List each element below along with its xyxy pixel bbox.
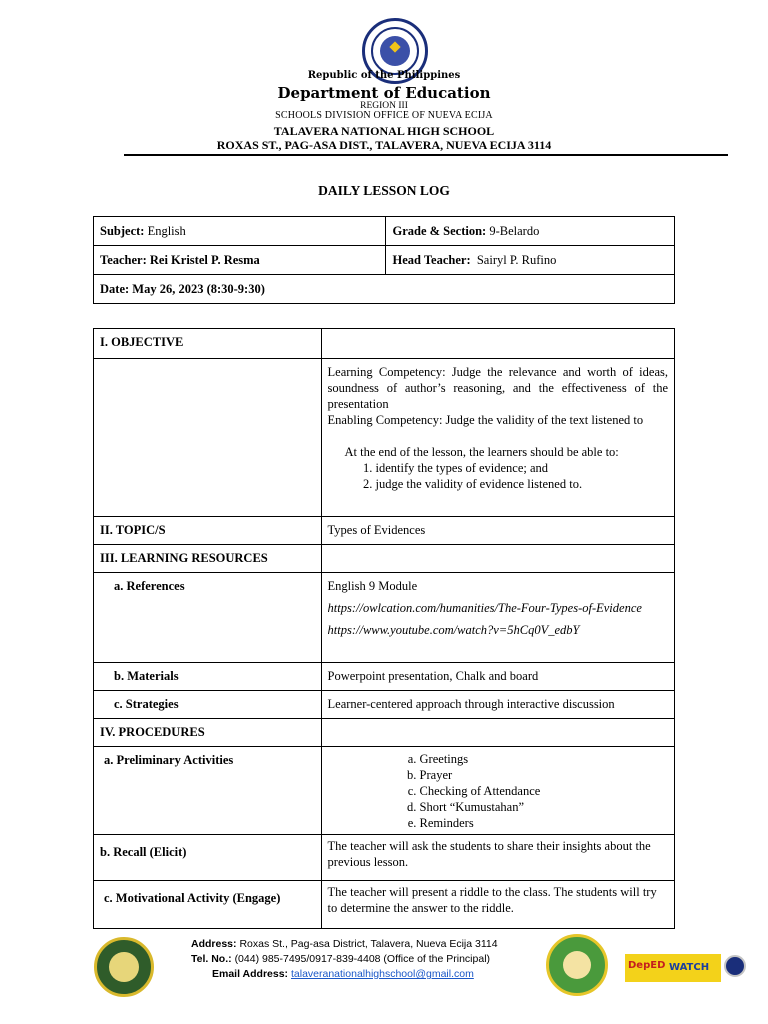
- header-school: TALAVERA NATIONAL HIGH SCHOOL: [273, 124, 495, 138]
- preliminary-label: a. Preliminary Activities: [94, 747, 322, 835]
- list-item: c. Checking of Attendance: [420, 783, 668, 799]
- procedures-label: IV. PROCEDURES: [94, 719, 322, 747]
- footer-address: Address: Roxas St., Pag-asa District, Talavera, Nueva Ecija 3114: [191, 938, 498, 950]
- references-label: a. References: [94, 573, 322, 663]
- materials-value: Powerpoint presentation, Chalk and board: [321, 663, 674, 691]
- resources-label: III. LEARNING RESOURCES: [94, 545, 322, 573]
- reference-link[interactable]: https://owlcation.com/humanities/The-Four-Types-of-Evidence: [327, 601, 642, 615]
- objectives-list: [328, 460, 668, 492]
- footer-email: Email Address: talaveranationalhighschool@gmail.com: [212, 968, 474, 980]
- references-content: [321, 573, 674, 663]
- strategies-value: Learner-centered approach through interactive discussion: [321, 691, 674, 719]
- reference-link[interactable]: https://www.youtube.com/watch?v=5hCq0V_edbY: [327, 623, 580, 637]
- page-title: DAILY LESSON LOG: [318, 183, 450, 198]
- strategies-label: c. Strategies: [94, 691, 322, 719]
- header-address: ROXAS ST., PAG-ASA DIST., TALAVERA, NUEVA ECIJA 3114: [216, 138, 552, 152]
- recall-label: b. Recall (Elicit): [94, 835, 322, 881]
- list-item: e. Reminders: [420, 815, 668, 831]
- child-friendly-school-logo: [546, 934, 608, 996]
- info-table: [93, 216, 675, 304]
- lesson-plan-table: [93, 328, 675, 929]
- division-seal-logo: [724, 955, 746, 977]
- motivation-value: The teacher will present a riddle to the class. The students will try to determine the answer to the riddle.: [321, 881, 674, 929]
- reference-module: English 9 Module: [327, 579, 418, 593]
- grade-section-cell: Grade & Section: 9-Belardo: [386, 217, 675, 246]
- teacher-cell: Teacher: Rei Kristel P. Resma: [94, 246, 386, 275]
- enabling-competency: Enabling Competency: Judge the validity of the text listened to: [327, 413, 644, 427]
- head-teacher-cell: Head Teacher: Sairyl P. Rufino: [386, 246, 675, 275]
- preliminary-content: [321, 747, 674, 835]
- topic-label: II. TOPIC/S: [94, 517, 322, 545]
- motivation-label: c. Motivational Activity (Engage): [94, 881, 322, 929]
- list-item: 2. judge the validity of evidence listened to.: [376, 476, 668, 492]
- materials-label: b. Materials: [94, 663, 322, 691]
- preliminary-list: [328, 751, 668, 831]
- objective-intro: At the end of the lesson, the learners should be able to:: [344, 445, 619, 459]
- learning-competency: Learning Competency: Judge the relevance and worth of ideas, soundness of author’s reasoning, and the effectiveness of the presentation: [327, 365, 668, 411]
- list-item: a. Greetings: [420, 751, 668, 767]
- school-seal-logo: [94, 937, 154, 997]
- email-link[interactable]: talaveranationalhighschool@gmail.com: [290, 968, 474, 980]
- objective-content: [321, 359, 674, 517]
- topic-value: Types of Evidences: [321, 517, 674, 545]
- header-division: SCHOOLS DIVISION OFFICE OF NUEVA ECIJA: [275, 110, 493, 121]
- list-item: d. Short “Kumustahan”: [420, 799, 668, 815]
- deped-watch-logo: DepED WATCH: [625, 954, 721, 982]
- header-rule: [124, 154, 728, 156]
- list-item: b. Prayer: [420, 767, 668, 783]
- footer-tel: Tel. No.: (044) 985-7495/0917-839-4408 (Office of the Principal): [191, 953, 491, 965]
- date-cell: Date: May 26, 2023 (8:30-9:30): [94, 275, 675, 304]
- recall-value: The teacher will ask the students to share their insights about the previous lesson.: [321, 835, 674, 881]
- list-item: 1. identify the types of evidence; and: [376, 460, 668, 476]
- objective-label: I. OBJECTIVE: [94, 329, 322, 359]
- header-department: Department of Education: [277, 84, 491, 102]
- header-region: REGION III: [360, 101, 408, 111]
- subject-cell: Subject: English: [94, 217, 386, 246]
- header-republic: Republic of the Philippines: [307, 70, 461, 81]
